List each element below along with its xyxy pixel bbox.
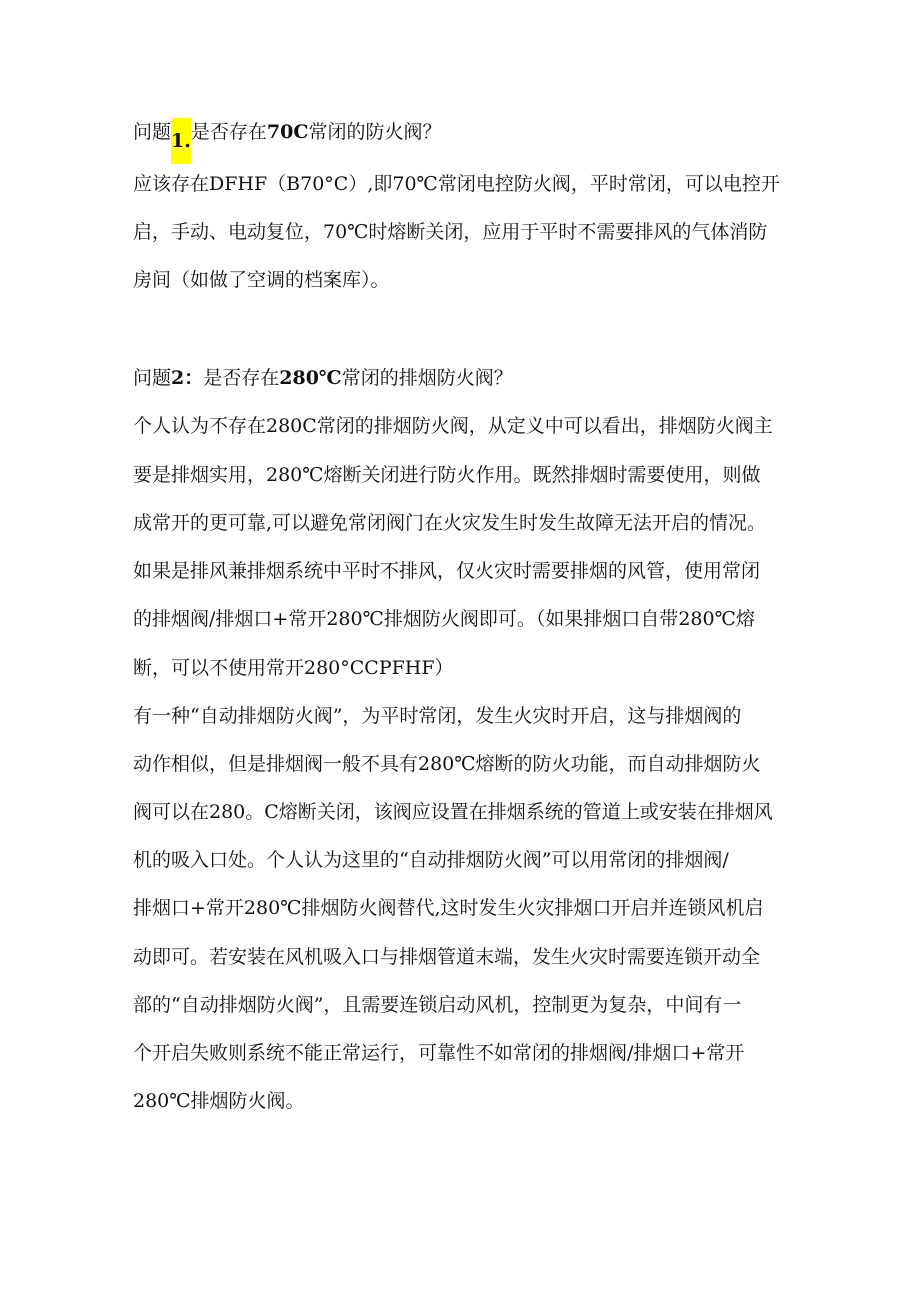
q2-line: 要是排烟实用，280℃熔断关闭进行防火作用。既然排烟时需要使用，则做	[133, 464, 761, 486]
question-2-heading	[133, 364, 513, 392]
q2-line: 动即可。若安装在风机吸入口与排烟管道末端，发生火灾时需要连锁开动全	[133, 946, 761, 968]
q1-line: 房间（如做了空调的档案库）。	[133, 269, 390, 291]
q2-line: 的排烟阀/排烟口+常开280℃排烟防火阀即可。（如果排烟口自带280℃熔	[133, 608, 755, 630]
question-1-pre-bold: 是否存在	[190, 121, 267, 143]
question-1-heading	[133, 118, 441, 164]
question-1-prefix: 问题	[133, 121, 172, 143]
q2-line: 个开启失败则系统不能正常运行，可靠性不如常闭的排烟阀/排烟口+常开	[133, 1042, 745, 1064]
question-1-number-highlight: 1.	[171, 118, 191, 164]
question-2-suffix: 常闭的排烟防火阀？	[341, 367, 513, 389]
question-1-temperature: 70C	[266, 121, 309, 143]
q2-line: 机的吸入口处。个人认为这里的“自动排烟防火阀”可以用常闭的排烟阀/	[133, 849, 729, 871]
q2-line: 成常开的更可靠,可以避免常闭阀门在火灾发生时发生故障无法开启的情况。	[133, 512, 767, 534]
q1-line: 应该存在DFHF（B70°C）,即70℃常闭电控防火阀，平时常闭，可以电控开	[133, 173, 780, 195]
q1-line: 启，手动、电动复位，70℃时熔断关闭，应用于平时不需要排风的气体消防	[133, 221, 768, 243]
q2-line: 排烟口+常开280℃排烟防火阀替代,这时发生火灾排烟口开启并连锁风机启	[133, 897, 764, 919]
question-2-number: 2：	[171, 367, 204, 389]
question-2-temperature: 280℃	[279, 367, 342, 389]
q2-line: 部的“自动排烟防火阀”，且需要连锁启动风机，控制更为复杂，中间有一	[133, 994, 742, 1016]
question-2-prefix: 问题	[133, 367, 172, 389]
q2-line: 有一种“自动排烟防火阀”，为平时常闭，发生火灾时开启，这与排烟阀的	[133, 705, 742, 727]
question-1-suffix: 常闭的防火阀？	[308, 121, 442, 143]
q2-line: 断，可以不使用常开280°CCPFHF）	[133, 657, 454, 679]
q2-line: 个人认为不存在280C常闭的排烟防火阀，从定义中可以看出，排烟防火阀主	[133, 415, 773, 437]
q2-line: 280℃排烟防火阀。	[133, 1090, 305, 1112]
question-2-pre-bold: 是否存在	[203, 367, 280, 389]
q2-line: 如果是排风兼排烟系统中平时不排风，仅火灾时需要排烟的风管，使用常闭	[133, 560, 761, 582]
q2-line: 动作相似，但是排烟阀一般不具有280℃熔断的防火功能，而自动排烟防火	[133, 753, 761, 775]
q2-line: 阀可以在280。C熔断关闭，该阀应设置在排烟系统的管道上或安装在排烟风	[133, 801, 773, 823]
